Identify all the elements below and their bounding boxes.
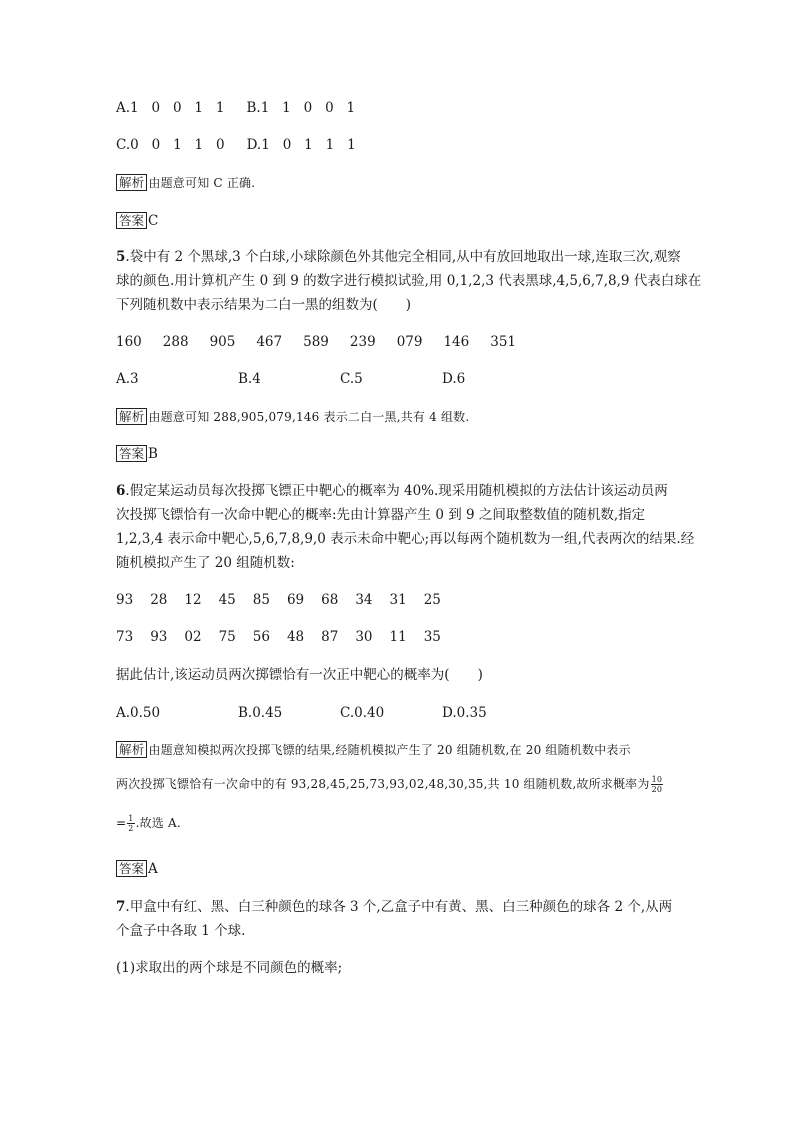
q6-random-numbers-row-2 bbox=[116, 628, 441, 646]
q7-part-1: (1)求取出的两个球是不同颜色的概率; bbox=[116, 960, 343, 976]
q5-option-d: D.6 bbox=[442, 371, 466, 387]
q6-number: 6 bbox=[116, 483, 126, 499]
q5-answer bbox=[116, 445, 158, 463]
q6-option-a: A.0.50 bbox=[116, 705, 161, 721]
random-number: 69 bbox=[286, 592, 305, 608]
random-number: 35 bbox=[423, 629, 441, 645]
q7-number: 7 bbox=[116, 899, 126, 915]
q4-option-a: A.1 0 0 1 1 bbox=[116, 100, 225, 116]
q5-option-b: B.4 bbox=[238, 371, 261, 387]
q6-stem-line-3: 1,2,3,4 表示命中靶心,5,6,7,8,9,0 表示未命中靶心;再以每两个随机数为一组,代表两次的结果.经 bbox=[116, 531, 695, 547]
random-number: 73 bbox=[116, 629, 134, 645]
random-number: 905 bbox=[209, 334, 236, 350]
q6-option-d: D.0.35 bbox=[442, 705, 487, 721]
q5-analysis bbox=[116, 408, 469, 426]
q4-options-row-1 bbox=[116, 99, 355, 117]
random-number: 351 bbox=[490, 334, 517, 350]
random-number: 288 bbox=[162, 334, 189, 350]
q6-analysis-line-2: 两次投掷飞镖恰有一次命中的有 93,28,45,25,73,93,02,48,30,35,共 10 组随机数,故所求概率为 $\frac{10}{20}$ bbox=[116, 775, 663, 794]
q4-option-b: B.1 1 0 0 1 bbox=[246, 100, 356, 116]
q5-stem-line-3: 下列随机数中表示结果为二白一黑的组数为( ) bbox=[116, 297, 412, 313]
random-number: 11 bbox=[389, 629, 407, 645]
random-number: 28 bbox=[150, 592, 168, 608]
random-number: 079 bbox=[396, 334, 423, 350]
analysis-tag: 解析 bbox=[116, 408, 147, 425]
random-number: 160 bbox=[116, 334, 142, 350]
q5-random-numbers bbox=[116, 333, 516, 351]
q5-stem-line-1: 5.袋中有 2 个黑球,3 个白球,小球除颜色外其他完全相同,从中有放回地取出一球,连取三次,观察 bbox=[116, 249, 681, 265]
answer-tag: 答案 bbox=[116, 212, 147, 229]
random-number: 56 bbox=[252, 629, 270, 645]
random-number: 87 bbox=[321, 629, 339, 645]
q4-analysis-text: 由题意可知 C 正确. bbox=[148, 176, 256, 190]
q6-random-numbers-row-1 bbox=[116, 591, 441, 609]
q4-answer-text: C bbox=[148, 213, 159, 229]
q6-option-c: C.0.40 bbox=[340, 705, 385, 721]
random-number: 12 bbox=[184, 592, 202, 608]
q4-option-d: D.1 0 1 1 1 bbox=[246, 137, 356, 153]
answer-tag: 答案 bbox=[116, 860, 147, 877]
q5-analysis-text: 由题意可知 288,905,079,146 表示二白一黑,共有 4 组数. bbox=[148, 410, 470, 424]
q5-number: 5 bbox=[116, 249, 126, 265]
q6-question: 据此估计,该运动员两次掷镖恰有一次正中靶心的概率为( ) bbox=[116, 667, 483, 683]
fraction-1-2: $\frac{1}{2}$ bbox=[128, 814, 134, 833]
random-number: 467 bbox=[256, 334, 283, 350]
random-number: 45 bbox=[218, 592, 236, 608]
q4-options-row-2 bbox=[116, 136, 356, 154]
q6-analysis-line-3: = $\frac{1}{2}$ .故选 A. bbox=[116, 814, 181, 833]
q5-stem-line-2: 球的颜色.用计算机产生 0 到 9 的数字进行模拟试验,用 0,1,2,3 代表黑球,4,5,6,7,8,9 代表白球在 bbox=[116, 273, 702, 289]
random-number: 75 bbox=[218, 629, 236, 645]
random-number: 239 bbox=[349, 334, 376, 350]
q6-stem-line-4: 随机模拟产生了 20 组随机数: bbox=[116, 555, 295, 571]
fraction-10-20: $\frac{10}{20}$ bbox=[651, 775, 663, 794]
q6-analysis-line-1: 解析 由题意知模拟两次投掷飞镖的结果,经随机模拟产生了 20 组随机数,在 20 组随机数中表示 bbox=[116, 741, 631, 759]
random-number: 31 bbox=[389, 592, 407, 608]
random-number: 25 bbox=[423, 592, 441, 608]
q5-option-c: C.5 bbox=[340, 371, 363, 387]
random-number: 68 bbox=[321, 592, 339, 608]
random-number: 48 bbox=[286, 629, 305, 645]
random-number: 02 bbox=[184, 629, 202, 645]
random-number: 30 bbox=[355, 629, 373, 645]
q7-stem-line-2: 个盒子中各取 1 个球. bbox=[116, 923, 246, 939]
q6-stem-line-1: 6.假定某运动员每次投掷飞镖正中靶心的概率为 40%.现采用随机模拟的方法估计该运动员两 bbox=[116, 483, 668, 499]
q5-answer-text: B bbox=[148, 446, 158, 462]
q7-stem-line-1: 7.甲盒中有红、黑、白三种颜色的球各 3 个,乙盒子中有黄、黑、白三种颜色的球各 2 个,从两 bbox=[116, 899, 673, 915]
q4-option-c: C.0 0 1 1 0 bbox=[116, 137, 225, 153]
q4-answer bbox=[116, 212, 158, 230]
random-number: 93 bbox=[150, 629, 168, 645]
random-number: 34 bbox=[355, 592, 373, 608]
analysis-tag: 解析 bbox=[116, 741, 147, 758]
analysis-tag: 解析 bbox=[116, 174, 147, 191]
q6-answer bbox=[116, 860, 158, 878]
q4-analysis bbox=[116, 174, 255, 192]
q5-option-a: A.3 bbox=[116, 371, 139, 387]
q6-option-b: B.0.45 bbox=[238, 705, 283, 721]
q6-stem-line-2: 次投掷飞镖恰有一次命中靶心的概率:先由计算器产生 0 到 9 之间取整数值的随机数,指定 bbox=[116, 507, 646, 523]
random-number: 589 bbox=[303, 334, 329, 350]
answer-tag: 答案 bbox=[116, 445, 147, 462]
random-number: 93 bbox=[116, 592, 134, 608]
q6-answer-text: A bbox=[148, 861, 158, 877]
random-number: 146 bbox=[443, 334, 470, 350]
random-number: 85 bbox=[252, 592, 270, 608]
